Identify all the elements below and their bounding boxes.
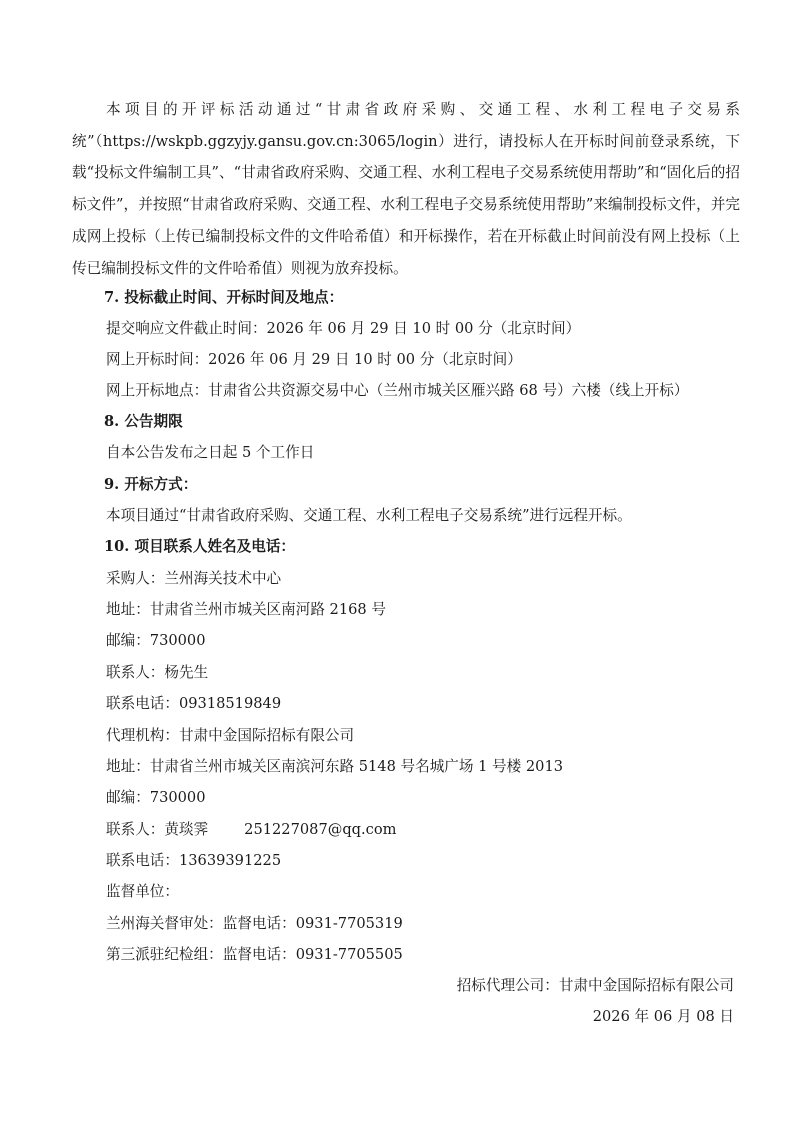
section9-heading: 9. 开标方式： — [104, 476, 198, 493]
signature-date: 2026 年 06 月 08 日 — [592, 1008, 734, 1025]
agency-address: 地址：甘肃省兰州市城关区南滨河东路 5148 号名城广场 1 号楼 2013 — [106, 758, 564, 775]
purchaser-contact: 联系人：杨先生 — [106, 664, 209, 681]
agency-contact-line — [106, 820, 396, 840]
purchaser-address: 地址：甘肃省兰州市城关区南河路 2168 号 — [106, 601, 386, 618]
purchaser-postcode: 邮编：730000 — [106, 632, 206, 649]
deadline-text: 提交响应文件截止时间：2026 年 06 月 29 日 10 时 00 分（北京时间） — [106, 320, 581, 337]
section10-heading: 10. 项目联系人姓名及电话： — [104, 538, 296, 555]
opening-method-text: 本项目通过“甘肃省政府采购、交通工程、水利工程电子交易系统”进行远程开标。 — [106, 507, 632, 524]
supervision-unit-2: 第三派驻纪检组：监督电话：0931-7705505 — [106, 946, 403, 963]
agency-phone: 联系电话：13639391225 — [106, 852, 282, 869]
supervision-unit-1: 兰州海关督审处：监督电话：0931-7705319 — [106, 915, 403, 932]
purchaser-phone: 联系电话：09318519849 — [106, 695, 282, 712]
agency-postcode: 邮编：730000 — [106, 789, 206, 806]
signature-company: 招标代理公司：甘肃中金国际招标有限公司 — [456, 977, 734, 994]
opening-place-text: 网上开标地点：甘肃省公共资源交易中心（兰州市城关区雁兴路 68 号）六楼（线上开标） — [106, 382, 689, 399]
agency-email: 251227087@qq.com — [244, 821, 397, 838]
section8-heading: 8. 公告期限 — [104, 413, 183, 430]
notice-period-text: 自本公告发布之日起 5 个工作日 — [106, 444, 315, 461]
section7-heading: 7. 投标截止时间、开标时间及地点： — [104, 289, 344, 306]
supervision-label: 监督单位： — [106, 883, 179, 900]
agency-contact: 联系人：黄琰霁 — [106, 821, 209, 838]
agency-name: 代理机构：甘肃中金国际招标有限公司 — [106, 727, 355, 744]
opening-time-text: 网上开标时间：2026 年 06 月 29 日 10 时 00 分（北京时间） — [106, 351, 522, 368]
purchaser-name: 采购人：兰州海关技术中心 — [106, 570, 282, 587]
intro-paragraph: 本项目的开评标活动通过“甘肃省政府采购、交通工程、水利工程电子交易系统”（https://wskpb.ggzyjy.gansu.gov.cn:3065/login）进行，请投标人在开标时间前登录系统，下载“投标文件编制工具”、“甘肃省政府采购、交通工程、水利工程电子交易系统使用帮助”和“固化后的招标文件”，并按照“甘肃省政府采购、交通工程、水利工程电子交易系统使用帮助”来编制投标文件，并完成网上投标（上传已编制投标文件的文件哈希值）和开标操作，若在开标截止时间前没有网上投标（上传已编制投标文件的文件哈希值）则视为放弃投标。 — [72, 101, 740, 277]
